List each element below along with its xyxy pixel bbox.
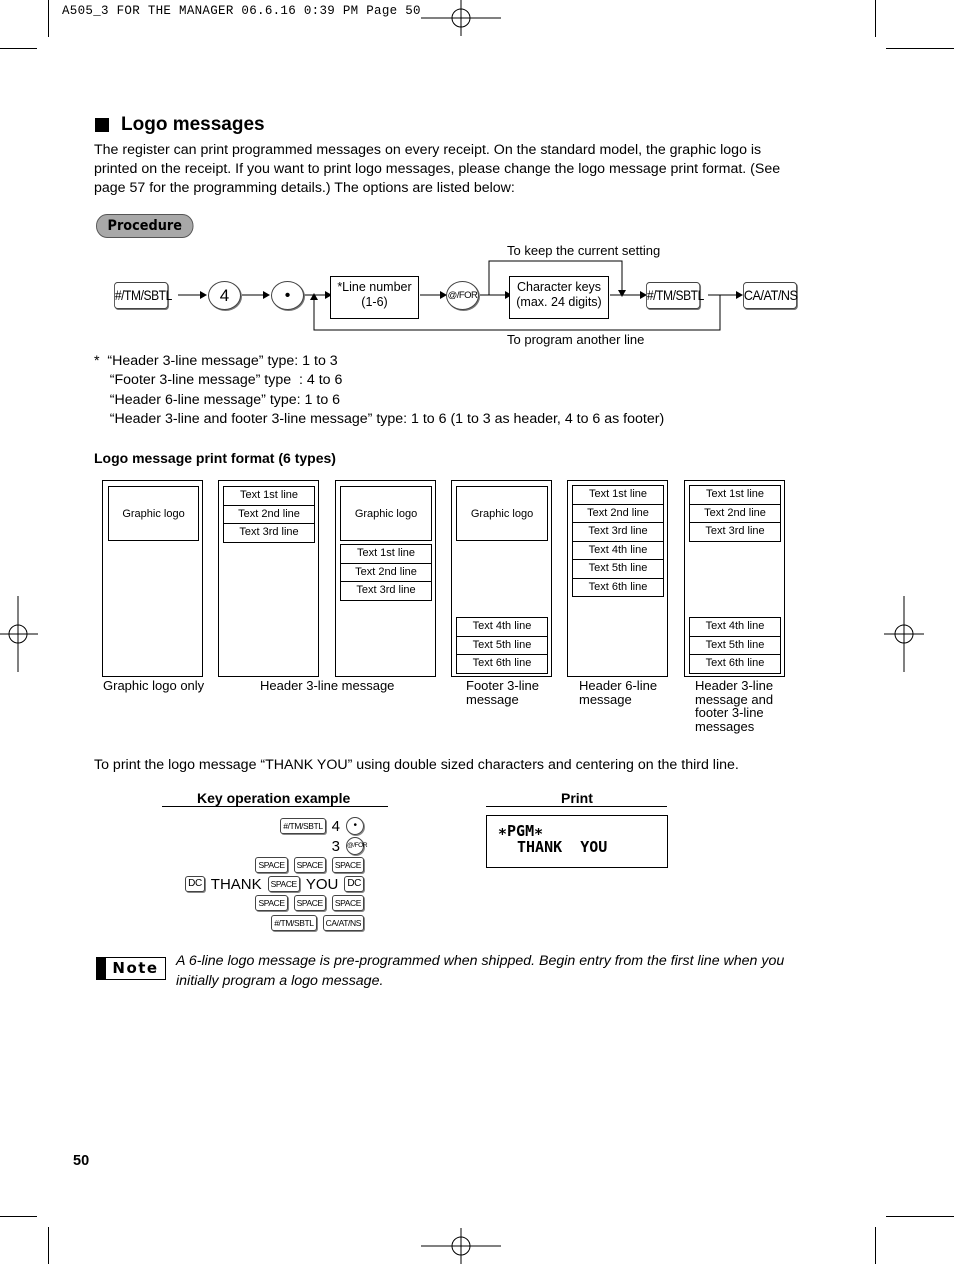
character-keys-box: Character keys (max. 24 digits): [509, 276, 609, 319]
format-graphic-header: [335, 480, 436, 677]
caption-header-3: Header 3-line message: [260, 678, 395, 693]
type-notes: * “Header 3-line message” type: 1 to 3 “Footer 3-line message” type : 4 to 6 “Header 6-line message” type: 1 to 6 “Header 3-line and footer 3-line message” type: 1 to 6 (1 to 3 as header, 4 to 6 as footer): [94, 353, 665, 427]
intro-paragraph: The register can print programmed messages on every receipt. On the standard model, the graphic logo is printed on the receipt. If you want to print logo messages, please change the logo message print format. (See page 57 for the programming details.) The options are listed below:: [94, 142, 781, 196]
formats-heading: Logo message print format (6 types): [94, 450, 336, 466]
dot-key: •: [346, 817, 364, 835]
print-heading-rule: [486, 806, 667, 807]
footer-lines: Text 4th line Text 5th line Text 6th line: [456, 617, 548, 674]
key-heading-rule: [162, 806, 388, 807]
caption-graphic-only: Graphic logo only: [103, 678, 205, 693]
graphic-logo-box: Graphic logo: [108, 486, 199, 541]
print-header: A505_3 FOR THE MANAGER 06.6.16 0:39 PM Page 50: [62, 4, 421, 18]
space-key: SPACE: [332, 895, 364, 911]
receipt-line-1: ∗PGM∗: [498, 822, 544, 840]
space-key: SPACE: [332, 857, 364, 873]
key-operation-heading: Key operation example: [197, 790, 351, 806]
footer-lines: Text 4th line Text 5th line Text 6th line: [689, 617, 781, 674]
keep-setting-label: To keep the current setting: [507, 243, 661, 258]
ca-at-ns-key: CA/AT/NS: [743, 282, 797, 309]
at-for-key: @/FOR: [446, 281, 479, 310]
note-badge: Note: [96, 957, 166, 980]
procedure-label: Procedure: [96, 214, 194, 238]
space-key: SPACE: [294, 857, 326, 873]
space-key: SPACE: [268, 876, 300, 892]
four-key: 4: [208, 281, 241, 310]
receipt-line-2: THANK YOU: [517, 838, 608, 856]
print-heading: Print: [561, 790, 593, 806]
dot-key: •: [271, 281, 304, 310]
line-number-box: *Line number (1-6): [330, 276, 419, 319]
format-header-3: [218, 480, 319, 677]
tm-sbtl-key: #/TM/SBTL: [114, 282, 168, 309]
key-row-5: [255, 894, 364, 912]
program-another-label: To program another line: [507, 332, 645, 347]
caption-footer-3: Footer 3-line message: [466, 678, 539, 707]
dc-key: DC: [185, 876, 205, 892]
format-footer-3: [451, 480, 552, 677]
space-key: SPACE: [255, 857, 287, 873]
ca-at-ns-key: CA/AT/NS: [323, 915, 364, 931]
note-text: A 6-line logo message is pre-programmed when shipped. Begin entry from the first line when you initially program a logo message.: [176, 953, 785, 989]
key-row-4: DC THANK SPACE YOU DC: [185, 875, 364, 893]
header-lines: Text 1st line Text 2nd line Text 3rd line Text 4th line Text 5th line Text 6th line: [572, 485, 664, 597]
key-row-2: 3 @/FOR: [331, 837, 368, 855]
header-lines: Text 1st line Text 2nd line Text 3rd line: [223, 486, 315, 543]
key-row-1: #/TM/SBTL 4 •: [280, 817, 364, 835]
space-key: SPACE: [255, 895, 287, 911]
format-graphic-only: [102, 480, 203, 677]
caption-header-6: Header 6-line message: [579, 678, 658, 707]
format-header-footer: [684, 480, 785, 677]
caption-header-footer: Header 3-line message and footer 3-line messages: [695, 678, 774, 734]
graphic-logo-box: Graphic logo: [456, 486, 548, 541]
tm-sbtl-key: #/TM/SBTL: [646, 282, 700, 309]
header-lines: Text 1st line Text 2nd line Text 3rd line: [340, 544, 432, 601]
graphic-logo-box: Graphic logo: [340, 486, 432, 541]
format-header-6: [567, 480, 668, 677]
section-title: Logo messages: [95, 114, 265, 136]
space-key: SPACE: [294, 895, 326, 911]
tm-sbtl-key: #/TM/SBTL: [271, 915, 316, 931]
receipt-print: [486, 815, 668, 868]
tm-sbtl-key: #/TM/SBTL: [280, 818, 325, 834]
procedure-flow-lines: [0, 0, 954, 400]
page-number: 50: [73, 1153, 90, 1169]
key-row-6: [271, 914, 364, 932]
header-lines: Text 1st line Text 2nd line Text 3rd line: [689, 485, 781, 542]
at-for-key: @/FOR: [346, 837, 364, 855]
key-row-3: [255, 856, 364, 874]
dc-key: DC: [344, 876, 364, 892]
example-intro: To print the logo message “THANK YOU” using double sized characters and centering on the third line.: [94, 757, 739, 773]
